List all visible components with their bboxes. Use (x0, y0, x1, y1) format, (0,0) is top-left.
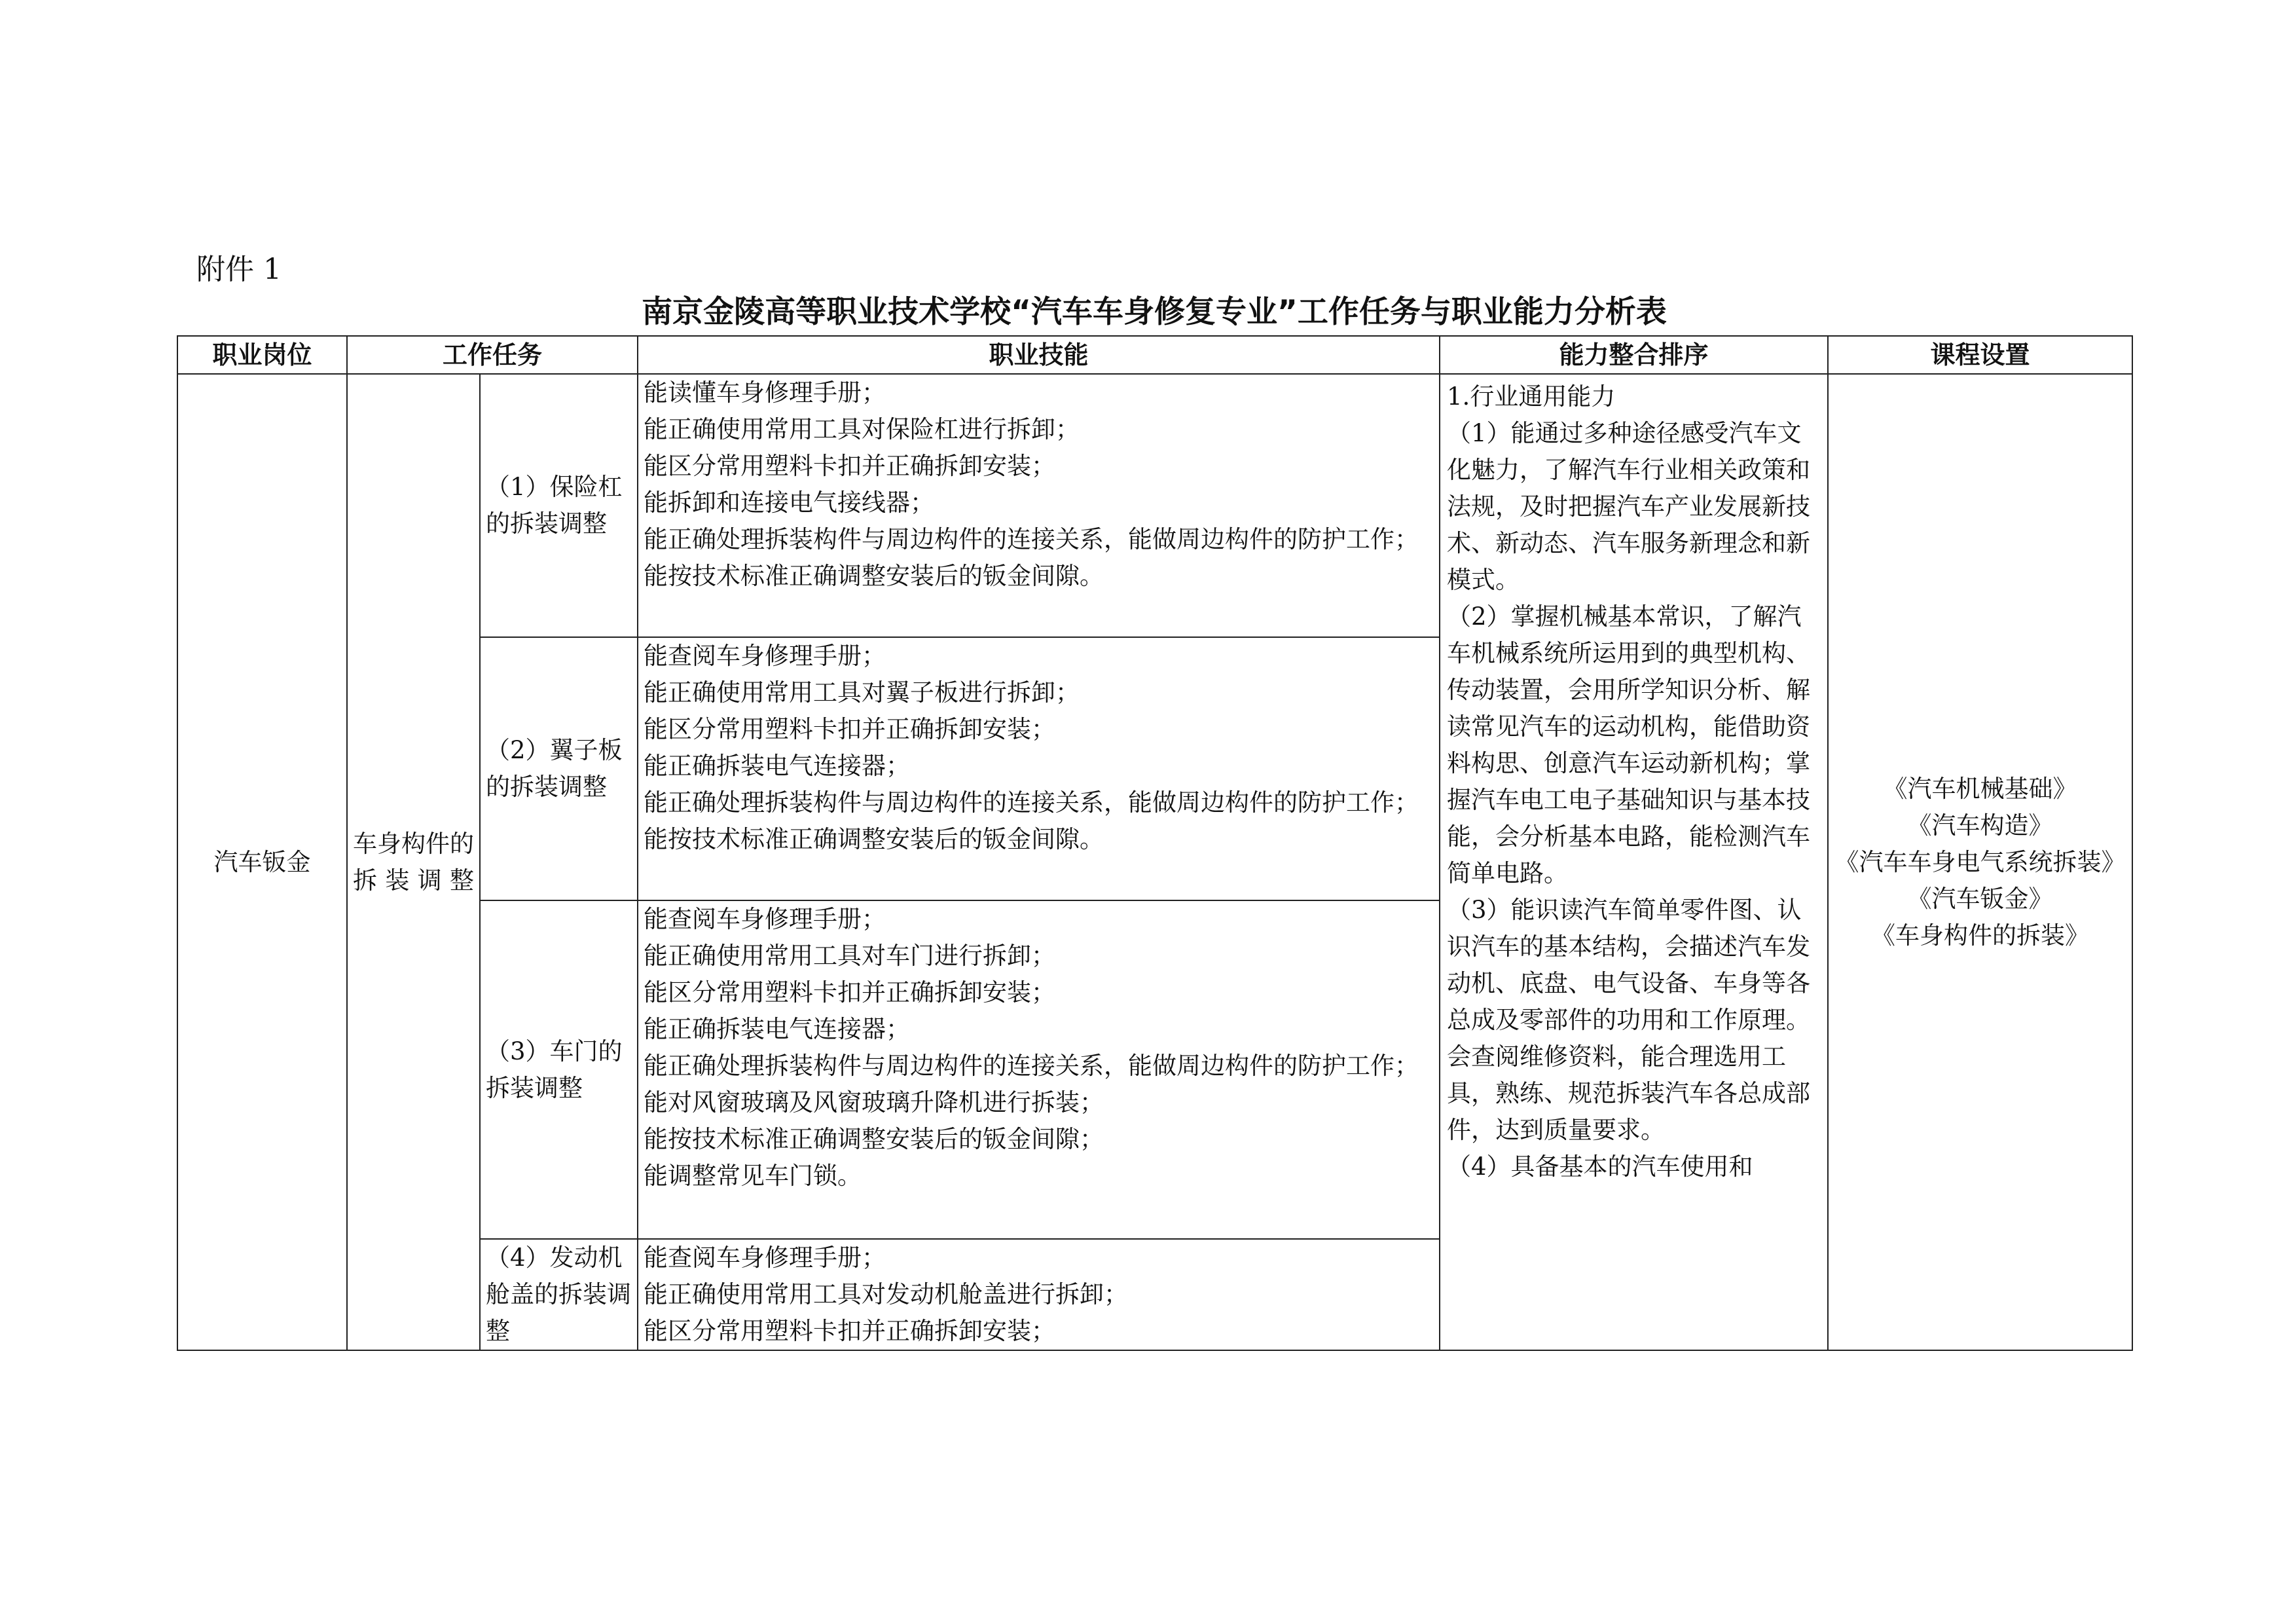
header-task: 工作任务 (347, 336, 638, 374)
ability-heading: 1.行业通用能力 (1447, 382, 1616, 411)
skill-line: 能正确拆装电气连接器； (644, 752, 911, 780)
skill-line: 能正确处理拆装构件与周边构件的连接关系，能做周边构件的防护工作； (644, 525, 1419, 553)
header-ability: 能力整合排序 (1440, 336, 1828, 374)
ability-paragraph: （1）能通过多种途径感受汽车文化魅力，了解汽车行业相关政策和法规，及时把握汽车产业发展新技术、新动态、汽车服务新理念和新模式。 (1447, 419, 1811, 594)
skill-line: 能区分常用塑料卡扣并正确拆卸安装； (644, 452, 1056, 480)
course-item: 《汽车机械基础》 (1883, 774, 2077, 803)
skill-line: 能读懂车身修理手册； (644, 378, 886, 407)
skill-line: 能查阅车身修理手册； (644, 905, 886, 933)
ability-paragraph: （3）能识读汽车简单零件图、认识汽车的基本结构，会描述汽车发动机、底盘、电气设备、车身等各总成及零部件的功用和工作原理。会查阅维修资料，能合理选用工具，熟练、规范拆装汽车各总成部件，达到质量要求。 (1447, 896, 1811, 1144)
ability-cell (1440, 374, 1828, 1350)
skill-line: 能按技术标准正确调整安装后的钣金间隙。 (644, 825, 1104, 853)
course-item: 《汽车钣金》 (1907, 884, 2053, 913)
header-row (177, 336, 2132, 374)
ability-paragraph: （2）掌握机械基本常识，了解汽车机械系统所运用到的典型机构、传动装置，会用所学知识分析、解读常见汽车的运动机构，能借助资料构思、创意汽车运动新机构；掌握汽车电工电子基础知识与基本技能，会分析基本电路，能检测汽车简单电路。 (1447, 602, 1811, 887)
skill-line: 能正确拆装电气连接器； (644, 1015, 911, 1043)
skill-line: 能拆卸和连接电气接线器； (644, 489, 935, 517)
header-courses: 课程设置 (1828, 336, 2132, 374)
skill-line: 能正确使用常用工具对保险杠进行拆卸； (644, 415, 1080, 443)
skill-line: 能查阅车身修理手册； (644, 642, 886, 670)
course-item: 《汽车车身电气系统拆装》 (1834, 847, 2126, 876)
skill-line: 能正确使用常用工具对车门进行拆卸； (644, 942, 1056, 970)
skills-cell (638, 900, 1440, 1239)
subtask-label: （2）翼子板的拆装调整 (480, 637, 638, 900)
analysis-table (177, 335, 2133, 1351)
courses-cell (1828, 374, 2132, 1350)
skill-line: 能区分常用塑料卡扣并正确拆卸安装； (644, 978, 1056, 1006)
header-position: 职业岗位 (177, 336, 347, 374)
skills-cell (638, 637, 1440, 900)
skill-line: 能按技术标准正确调整安装后的钣金间隙。 (644, 562, 1104, 590)
subtask-label: （1）保险杠的拆装调整 (480, 374, 638, 637)
subtask-label: （3）车门的拆装调整 (480, 900, 638, 1239)
skill-line: 能区分常用塑料卡扣并正确拆卸安装； (644, 715, 1056, 743)
subtask-label: （4）发动机舱盖的拆装调整 (480, 1239, 638, 1350)
skills-cell (638, 374, 1440, 637)
skill-line: 能正确使用常用工具对翼子板进行拆卸； (644, 678, 1080, 707)
skill-line: 能正确使用常用工具对发动机舱盖进行拆卸； (644, 1280, 1129, 1308)
position-cell: 汽车钣金 (177, 374, 347, 1350)
header-skills: 职业技能 (638, 336, 1440, 374)
task-group-cell: 车身构件的拆装调整 (347, 374, 480, 1350)
skill-line: 能正确处理拆装构件与周边构件的连接关系，能做周边构件的防护工作； (644, 1052, 1419, 1080)
skill-line: 能查阅车身修理手册； (644, 1244, 886, 1272)
skill-line: 能对风窗玻璃及风窗玻璃升降机进行拆装； (644, 1088, 1104, 1116)
course-item: 《车身构件的拆装》 (1871, 921, 2090, 950)
course-item: 《汽车构造》 (1907, 811, 2053, 840)
skill-line: 能调整常见车门锁。 (644, 1162, 862, 1190)
skill-line: 能区分常用塑料卡扣并正确拆卸安装； (644, 1317, 1056, 1345)
attachment-label: 附件 1 (196, 253, 282, 286)
document-title: 南京金陵高等职业技术学校“汽车车身修复专业”工作任务与职业能力分析表 (642, 294, 1667, 330)
skill-line: 能按技术标准正确调整安装后的钣金间隙； (644, 1125, 1104, 1153)
skill-line: 能正确处理拆装构件与周边构件的连接关系，能做周边构件的防护工作； (644, 788, 1419, 817)
ability-paragraph: （4）具备基本的汽车使用和 (1447, 1153, 1753, 1181)
skills-cell (638, 1239, 1440, 1350)
table-row (177, 374, 2132, 637)
